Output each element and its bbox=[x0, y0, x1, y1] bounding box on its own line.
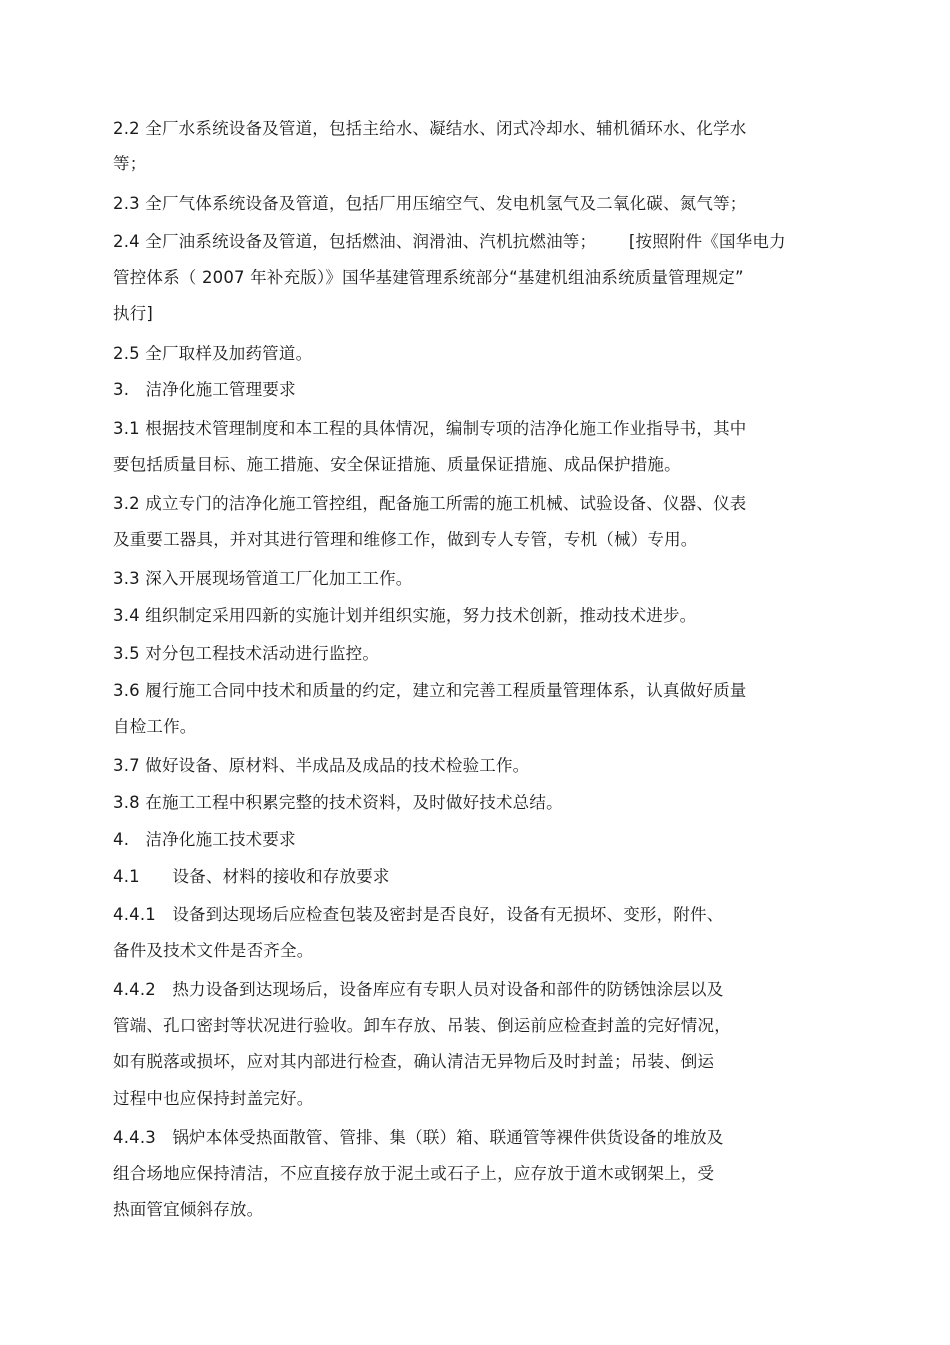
text-line: 备件及技术文件是否齐全。 bbox=[113, 941, 314, 960]
text-line: 3.6 履行施工合同中技术和质量的约定，建立和完善工程质量管理体系，认真做好质量 bbox=[113, 681, 747, 700]
text-line: 3.1 根据技术管理制度和本工程的具体情况，编制专项的洁净化施工作业指导书，其中 bbox=[113, 419, 747, 438]
text-line: 要包括质量目标、施工措施、安全保证措施、质量保证措施、成品保护措施。 bbox=[113, 455, 681, 474]
text-line: 如有脱落或损坏，应对其内部进行检查，确认清洁无异物后及时封盖；吊装、倒运 bbox=[113, 1052, 715, 1071]
section-heading: 4. 洁净化施工技术要求 bbox=[113, 830, 296, 849]
subsection-heading: 4.1 设备、材料的接收和存放要求 bbox=[113, 867, 390, 886]
text-line: 3.2 成立专门的洁净化施工管控组，配备施工所需的施工机械、试验设备、仪器、仪表 bbox=[113, 494, 747, 513]
text-line: 管端、孔口密封等状况进行验收。卸车存放、吊装、倒运前应检查封盖的完好情况， bbox=[113, 1016, 731, 1035]
text-line: 3.4 组织制定采用四新的实施计划并组织实施，努力技术创新，推动技术进步。 bbox=[113, 606, 697, 625]
text-line: 3.5 对分包工程技术活动进行监控。 bbox=[113, 644, 380, 663]
text-line: 管控体系（ 2007 年补充版）》国华基建管理系统部分“基建机组油系统质量管理规定” bbox=[113, 268, 744, 287]
text-line: 2.2 全厂水系统设备及管道，包括主给水、凝结水、闭式冷却水、辅机循环水、化学水 bbox=[113, 119, 747, 138]
text-line: 2.4 全厂油系统设备及管道，包括燃油、润滑油、汽机抗燃油等； [按照附件《国华电力 bbox=[113, 232, 786, 251]
text-line: 自检工作。 bbox=[113, 717, 197, 736]
text-line: 3.3 深入开展现场管道工厂化加工工作。 bbox=[113, 569, 413, 588]
text-line: 3.7 做好设备、原材料、半成品及成品的技术检验工作。 bbox=[113, 756, 530, 775]
section-heading: 3. 洁净化施工管理要求 bbox=[113, 380, 296, 399]
text-line: 4.4.1 设备到达现场后应检查包装及密封是否良好，设备有无损坏、变形，附件、 bbox=[113, 905, 724, 924]
text-line: 等； bbox=[113, 154, 147, 173]
text-line: 过程中也应保持封盖完好。 bbox=[113, 1089, 314, 1108]
text-line: 2.3 全厂气体系统设备及管道，包括厂用压缩空气、发电机氢气及二氧化碳、氮气等； bbox=[113, 194, 747, 213]
text-line: 4.4.2 热力设备到达现场后，设备库应有专职人员对设备和部件的防锈蚀涂层以及 bbox=[113, 980, 724, 999]
text-line: 组合场地应保持清洁，不应直接存放于泥土或石子上，应存放于道木或钢架上，受 bbox=[113, 1164, 715, 1183]
text-line: 执行] bbox=[113, 304, 154, 323]
text-line: 及重要工器具，并对其进行管理和维修工作，做到专人专管，专机（械）专用。 bbox=[113, 530, 698, 549]
text-line: 3.8 在施工工程中积累完整的技术资料，及时做好技术总结。 bbox=[113, 793, 563, 812]
text-line: 2.5 全厂取样及加药管道。 bbox=[113, 344, 313, 363]
text-line: 4.4.3 锅炉本体受热面散管、管排、集（联）箱、联通管等裸件供货设备的堆放及 bbox=[113, 1128, 724, 1147]
text-line: 热面管宜倾斜存放。 bbox=[113, 1200, 264, 1219]
